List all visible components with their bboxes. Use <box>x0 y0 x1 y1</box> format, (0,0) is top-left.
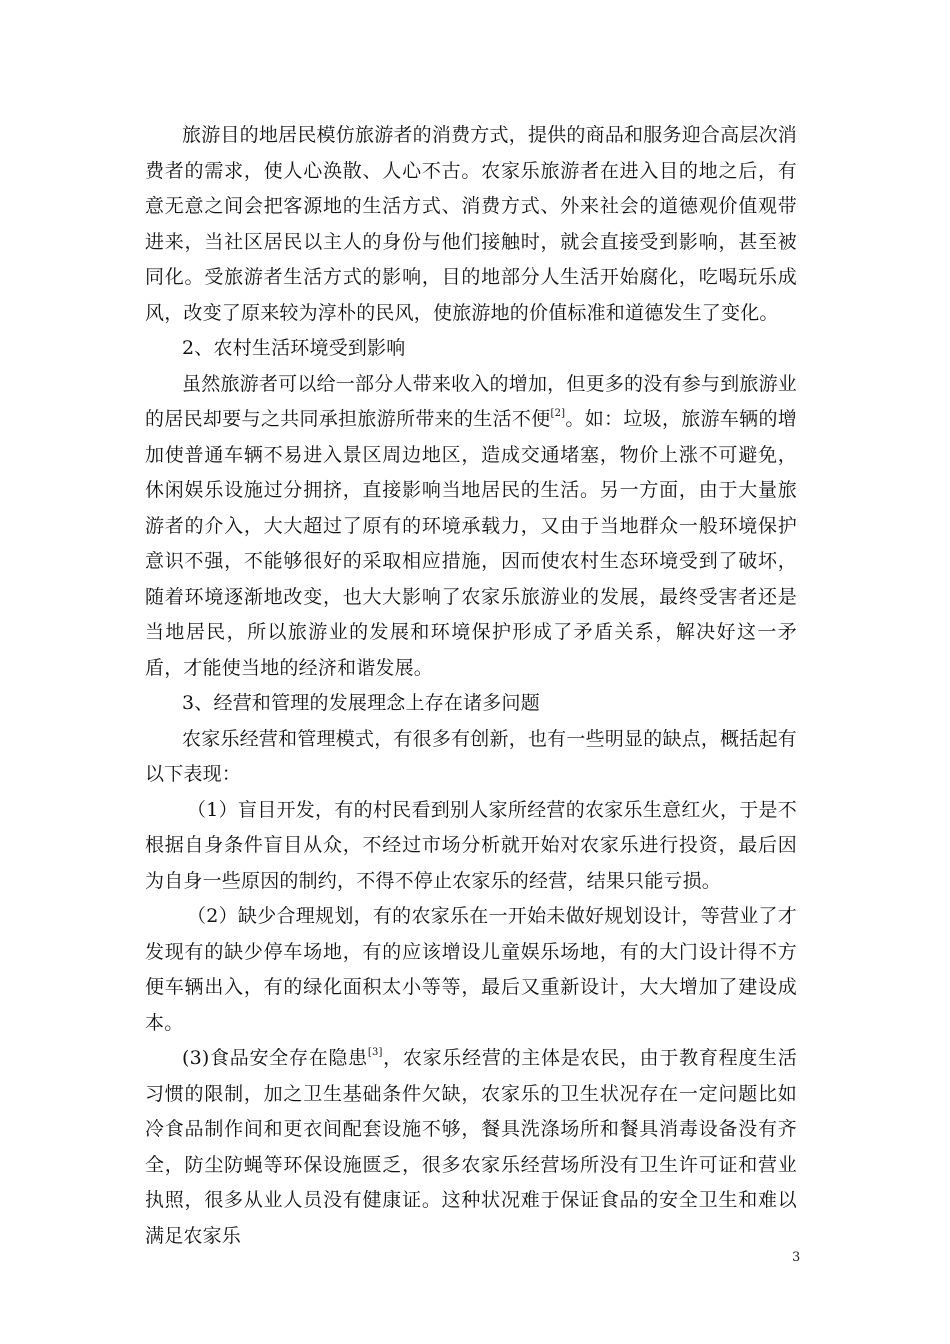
list-item-food-safety <box>145 1041 797 1254</box>
list-item-lack-of-planning: （2）缺少合理规划，有的农家乐在一开始未做好规划设计，等营业了才发现有的缺少停车场地，有的应该增设儿童娱乐场地，有的大门设计得不方便车辆出入，有的绿化面积太小等等，最后又重新设计，大大增加了建设成本。 <box>145 905 797 1034</box>
list-item-text-after-citation: ，农家乐经营的主体是农民，由于教育程度生活习惯的限制，加之卫生基础条件欠缺，农家乐的卫生状况存在一定问题比如冷食品制作间和更衣间配套设施不够，餐具洗涤场所和餐具消毒设备没有齐全，防尘防蝇等环保设施匮乏，很多农家乐经营场所没有卫生许可证和营业执照，很多从业人员没有健康证。这种状况难于保证食品的安全卫生和难以满足农家乐 <box>145 1047 797 1247</box>
section-heading-management-issues: 3、经营和管理的发展理念上存在诸多问题 <box>182 692 540 714</box>
paragraph-text-after-citation: 。如：垃圾，旅游车辆的增加使普通车辆不易进入景区周边地区，造成交通堵塞，物价上涨不可避免，休闲娱乐设施过分拥挤，直接影响当地居民的生活。另一方面，由于大量旅游者的介入，大大超过了原有的环境承载力，又由于当地群众一般环境保护意识不强，不能够很好的采取相应措施，因而使农村生态环境受到了破坏，随着环境逐渐地改变，也大大影响了农家乐旅游业的发展，最终受害者还是当地居民，所以旅游业的发展和环境保护形成了矛盾关系，解决好这一矛盾，才能使当地的经济和谐发展。 <box>145 408 798 679</box>
paragraph-cultural-impact: 旅游目的地居民模仿旅游者的消费方式，提供的商品和服务迎合高层次消费者的需求，使人心涣散、人心不古。农家乐旅游者在进入目的地之后，有意无意之间会把客源地的生活方式、消费方式、外来社会的道德观价值观带进来，当社区居民以主人的身份与他们接触时，就会直接受到影响，甚至被同化。受旅游者生活方式的影响，目的地部分人生活开始腐化，吃喝玩乐成风，改变了原来较为淳朴的民风，使旅游地的价值标准和道德发生了变化。 <box>145 124 797 324</box>
page-number: 3 <box>792 1250 801 1265</box>
list-item-blind-development: （1）盲目开发，有的村民看到别人家所经营的农家乐生意红火，于是不根据自身条件盲目从众，不经过市场分析就开始对农家乐进行投资，最后因为自身一些原因的制约，不得不停止农家乐的经营，结果只能亏损。 <box>145 798 797 892</box>
document-body <box>145 118 797 1254</box>
paragraph-text-before-citation: 虽然旅游者可以给一部分人带来收入的增加，但更多的没有参与到旅游业的居民却要与之共同承担旅游所带来的生活不便 <box>145 372 797 430</box>
paragraph-rural-environment <box>145 367 797 687</box>
paragraph-management-intro: 农家乐经营和管理模式，有很多有创新，也有一些明显的缺点，概括起有以下表现： <box>145 727 797 785</box>
citation-reference-3[interactable]: [3] <box>367 1047 383 1058</box>
section-heading-rural-environment: 2、农村生活环境受到影响 <box>182 337 406 359</box>
list-item-text-before-citation: (3)食品安全存在隐患 <box>182 1047 368 1069</box>
citation-reference-2[interactable]: [2] <box>550 408 566 419</box>
